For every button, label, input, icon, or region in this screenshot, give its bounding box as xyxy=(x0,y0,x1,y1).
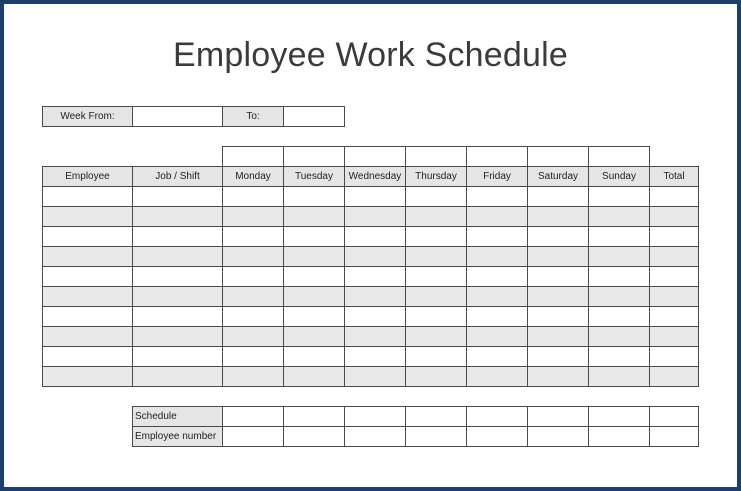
table-cell[interactable] xyxy=(589,307,650,327)
week-from-label: Week From: xyxy=(43,107,133,127)
table-cell[interactable] xyxy=(43,227,133,247)
page-title: Employee Work Schedule xyxy=(173,36,568,74)
col-header-friday: Friday xyxy=(467,167,528,187)
table-cell[interactable] xyxy=(406,367,467,387)
table-cell[interactable] xyxy=(345,267,406,287)
table-cell[interactable] xyxy=(284,287,345,307)
table-cell[interactable] xyxy=(528,347,589,367)
table-cell[interactable] xyxy=(43,267,133,287)
spacer-cell xyxy=(133,147,223,167)
table-cell[interactable] xyxy=(467,207,528,227)
week-range-table xyxy=(42,106,345,127)
table-cell[interactable] xyxy=(589,367,650,387)
table-cell[interactable] xyxy=(467,327,528,347)
table-cell[interactable] xyxy=(223,307,284,327)
table-cell[interactable] xyxy=(133,307,223,327)
footer-cell[interactable] xyxy=(284,427,345,447)
table-cell[interactable] xyxy=(650,307,699,327)
table-cell[interactable] xyxy=(284,187,345,207)
week-to-field[interactable] xyxy=(284,107,345,127)
table-cell[interactable] xyxy=(284,267,345,287)
table-row xyxy=(43,187,699,207)
table-cell[interactable] xyxy=(528,267,589,287)
table-cell[interactable] xyxy=(133,327,223,347)
table-cell[interactable] xyxy=(467,227,528,247)
footer-cell[interactable] xyxy=(345,427,406,447)
footer-cell[interactable] xyxy=(528,427,589,447)
footer-cell[interactable] xyxy=(528,407,589,427)
table-cell[interactable] xyxy=(589,227,650,247)
table-cell[interactable] xyxy=(406,227,467,247)
footer-schedule-row xyxy=(133,407,699,427)
table-cell[interactable] xyxy=(528,327,589,347)
table-cell[interactable] xyxy=(133,247,223,267)
table-cell[interactable] xyxy=(406,347,467,367)
table-cell[interactable] xyxy=(650,227,699,247)
col-header-thursday: Thursday xyxy=(406,167,467,187)
spacer-cell xyxy=(43,147,133,167)
table-cell[interactable] xyxy=(345,227,406,247)
table-cell[interactable] xyxy=(133,287,223,307)
day-top-cell[interactable] xyxy=(467,147,528,167)
footer-cell[interactable] xyxy=(589,407,650,427)
table-cell[interactable] xyxy=(528,187,589,207)
table-cell[interactable] xyxy=(345,347,406,367)
table-cell[interactable] xyxy=(589,347,650,367)
header-row xyxy=(43,167,699,187)
table-cell[interactable] xyxy=(528,247,589,267)
day-top-cell[interactable] xyxy=(528,147,589,167)
week-from-field[interactable] xyxy=(133,107,223,127)
footer-cell[interactable] xyxy=(345,407,406,427)
table-cell[interactable] xyxy=(284,207,345,227)
schedule-table xyxy=(42,146,699,387)
table-cell[interactable] xyxy=(284,227,345,247)
footer-employee-number-row xyxy=(133,427,699,447)
table-cell[interactable] xyxy=(133,187,223,207)
table-cell[interactable] xyxy=(467,307,528,327)
table-cell[interactable] xyxy=(223,347,284,367)
table-row xyxy=(43,227,699,247)
table-cell[interactable] xyxy=(345,367,406,387)
day-top-cell[interactable] xyxy=(223,147,284,167)
table-cell[interactable] xyxy=(528,207,589,227)
day-top-cell[interactable] xyxy=(589,147,650,167)
table-row xyxy=(43,367,699,387)
footer-cell[interactable] xyxy=(589,427,650,447)
day-top-cell[interactable] xyxy=(406,147,467,167)
table-cell[interactable] xyxy=(589,287,650,307)
table-cell[interactable] xyxy=(345,187,406,207)
table-cell[interactable] xyxy=(43,367,133,387)
footer-cell[interactable] xyxy=(223,427,284,447)
table-cell[interactable] xyxy=(650,187,699,207)
table-cell[interactable] xyxy=(223,247,284,267)
table-cell[interactable] xyxy=(43,187,133,207)
table-cell[interactable] xyxy=(589,247,650,267)
table-cell[interactable] xyxy=(650,367,699,387)
table-cell[interactable] xyxy=(223,327,284,347)
table-cell[interactable] xyxy=(43,307,133,327)
table-row xyxy=(43,267,699,287)
table-cell[interactable] xyxy=(467,367,528,387)
table-cell[interactable] xyxy=(133,367,223,387)
table-cell[interactable] xyxy=(133,267,223,287)
table-cell[interactable] xyxy=(133,227,223,247)
table-cell[interactable] xyxy=(650,267,699,287)
table-cell[interactable] xyxy=(284,347,345,367)
table-row xyxy=(43,247,699,267)
table-cell[interactable] xyxy=(223,287,284,307)
col-header-monday: Monday xyxy=(223,167,284,187)
day-top-cell[interactable] xyxy=(345,147,406,167)
table-cell[interactable] xyxy=(284,367,345,387)
table-cell[interactable] xyxy=(406,287,467,307)
table-row xyxy=(43,307,699,327)
table-row xyxy=(43,287,699,307)
table-row xyxy=(43,207,699,227)
col-header-employee: Employee xyxy=(43,167,133,187)
col-header-tuesday: Tuesday xyxy=(284,167,345,187)
col-header-saturday: Saturday xyxy=(528,167,589,187)
footer-cell[interactable] xyxy=(467,427,528,447)
col-header-wednesday: Wednesday xyxy=(345,167,406,187)
table-cell[interactable] xyxy=(43,327,133,347)
table-cell[interactable] xyxy=(223,227,284,247)
table-cell[interactable] xyxy=(43,347,133,367)
table-cell[interactable] xyxy=(345,287,406,307)
table-cell[interactable] xyxy=(528,367,589,387)
spacer-cell xyxy=(650,147,699,167)
table-cell[interactable] xyxy=(467,347,528,367)
table-cell[interactable] xyxy=(467,267,528,287)
table-cell[interactable] xyxy=(650,287,699,307)
table-cell[interactable] xyxy=(406,207,467,227)
table-cell[interactable] xyxy=(589,207,650,227)
table-cell[interactable] xyxy=(650,327,699,347)
table-row xyxy=(43,327,699,347)
day-top-cell[interactable] xyxy=(284,147,345,167)
col-header-total: Total xyxy=(650,167,699,187)
table-cell[interactable] xyxy=(589,327,650,347)
table-cell[interactable] xyxy=(467,287,528,307)
table-cell[interactable] xyxy=(406,327,467,347)
table-cell[interactable] xyxy=(650,207,699,227)
footer-table xyxy=(132,406,699,447)
table-cell[interactable] xyxy=(43,207,133,227)
table-cell[interactable] xyxy=(467,247,528,267)
footer-schedule-label: Schedule xyxy=(133,407,223,427)
table-cell[interactable] xyxy=(345,207,406,227)
table-cell[interactable] xyxy=(43,287,133,307)
table-cell[interactable] xyxy=(345,327,406,347)
table-cell[interactable] xyxy=(467,187,528,207)
table-cell[interactable] xyxy=(589,267,650,287)
table-cell[interactable] xyxy=(589,187,650,207)
table-cell[interactable] xyxy=(528,227,589,247)
table-cell[interactable] xyxy=(528,287,589,307)
table-cell[interactable] xyxy=(650,347,699,367)
table-cell[interactable] xyxy=(345,247,406,267)
table-row xyxy=(43,347,699,367)
table-cell[interactable] xyxy=(133,207,223,227)
table-cell[interactable] xyxy=(223,367,284,387)
table-cell[interactable] xyxy=(133,347,223,367)
schedule-rows xyxy=(43,187,699,387)
table-cell[interactable] xyxy=(223,207,284,227)
table-cell[interactable] xyxy=(528,307,589,327)
week-to-label: To: xyxy=(223,107,284,127)
footer-employee-number-label: Employee number xyxy=(133,427,223,447)
table-cell[interactable] xyxy=(406,187,467,207)
footer-cell[interactable] xyxy=(467,407,528,427)
footer-cell[interactable] xyxy=(223,407,284,427)
table-cell[interactable] xyxy=(284,307,345,327)
table-cell[interactable] xyxy=(406,247,467,267)
footer-cell[interactable] xyxy=(406,427,467,447)
table-cell[interactable] xyxy=(284,327,345,347)
table-cell[interactable] xyxy=(284,247,345,267)
footer-cell[interactable] xyxy=(406,407,467,427)
table-cell[interactable] xyxy=(345,307,406,327)
col-header-sunday: Sunday xyxy=(589,167,650,187)
table-cell[interactable] xyxy=(223,187,284,207)
table-cell[interactable] xyxy=(406,267,467,287)
table-cell[interactable] xyxy=(43,247,133,267)
table-cell[interactable] xyxy=(406,307,467,327)
table-cell[interactable] xyxy=(650,247,699,267)
col-header-job-shift: Job / Shift xyxy=(133,167,223,187)
footer-cell[interactable] xyxy=(650,407,699,427)
table-cell[interactable] xyxy=(223,267,284,287)
footer-cell[interactable] xyxy=(650,427,699,447)
footer-cell[interactable] xyxy=(284,407,345,427)
